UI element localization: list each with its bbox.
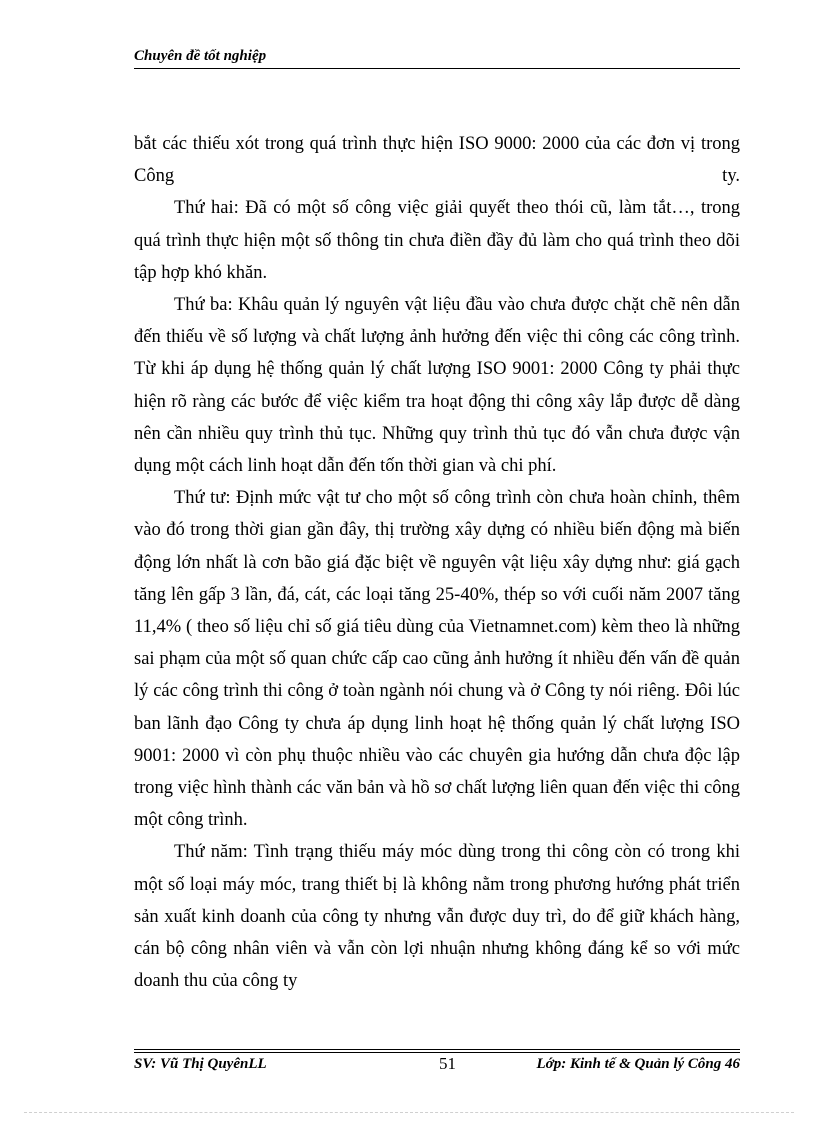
- paragraph-thu-hai: Thứ hai: Đã có một số công việc giải quyết theo thói cũ, làm tắt…, trong quá trình thực hiện một số thông tin chưa điền đầy đủ làm cho quá trình theo dõi tập hợp khó khăn.: [134, 198, 740, 283]
- paragraph-thu-nam: Thứ năm: Tình trạng thiếu máy móc dùng trong thi công còn có trong khi một số loại máy móc, trang thiết bị là không nằm trong phương hướng phát triển sản xuất kinh doanh của công ty nhưng vẫn được duy trì, do để giữ khách hàng, cán bộ công nhân viên và vẫn còn lợi nhuận nhưng không đáng kể so với mức doanh thu của công ty: [134, 842, 740, 992]
- footer-student: SV: Vũ Thị QuyênLL: [134, 1056, 267, 1072]
- header-divider: [134, 68, 740, 69]
- page-number: 51: [439, 1054, 456, 1073]
- page-edge-line: [24, 1112, 794, 1113]
- page-footer: [134, 1056, 740, 1078]
- paragraph-continuation: bắt các thiếu xót trong quá trình thực hiện ISO 9000: 2000 của các đơn vị trong Công ty.: [134, 134, 740, 187]
- header-title: Chuyên đề tốt nghiệp: [134, 48, 267, 64]
- footer-divider-top: [134, 1049, 740, 1050]
- footer-divider-bottom: [134, 1052, 740, 1053]
- paragraph-thu-ba: Thứ ba: Khâu quản lý nguyên vật liệu đầu vào chưa được chặt chẽ nên dẫn đến thiếu về số lượng và chất lượng ảnh hưởng đến việc thi công các công trình. Từ khi áp dụng hệ thống quản lý chất lượng ISO 9001: 2000 Công ty phải thực hiện rõ ràng các bước để việc kiểm tra hoạt động thi công xây lắp được dễ dàng nên cần nhiều quy trình thủ tục. Những quy trình thủ tục đó vẫn chưa được vận dụng một cách linh hoạt dẫn đến tốn thời gian và chi phí.: [134, 295, 740, 477]
- document-body: [134, 128, 740, 997]
- paragraph-thu-tu: Thứ tư: Định mức vật tư cho một số công trình còn chưa hoàn chỉnh, thêm vào đó trong thời gian gần đây, thị trường xây dựng có nhiều biến động mà biến động lớn nhất là cơn bão giá đặc biệt về nguyên vật liệu xây dựng như: giá gạch tăng lên gấp 3 lần, đá, cát, các loại tăng 25-40%, thép so với cuối năm 2007 tăng 11,4% ( theo số liệu chỉ số giá tiêu dùng của Vietnamnet.com) kèm theo là những sai phạm của một số quan chức cấp cao cũng ảnh hưởng ít nhiều đến vấn đề quản lý các công trình thi công ở toàn ngành nói chung và ở Công ty nói riêng. Đôi lúc ban lãnh đạo Công ty chưa áp dụng linh hoạt hệ thống quản lý chất lượng ISO 9001: 2000 vì còn phụ thuộc nhiều vào các chuyên gia hướng dẫn chưa độc lập trong việc hình thành các văn bản và hồ sơ chất lượng liên quan đến việc thi công một công trình.: [134, 488, 740, 831]
- footer-class: Lớp: Kinh tế & Quản lý Công 46: [536, 1056, 740, 1072]
- page-header: [134, 48, 740, 68]
